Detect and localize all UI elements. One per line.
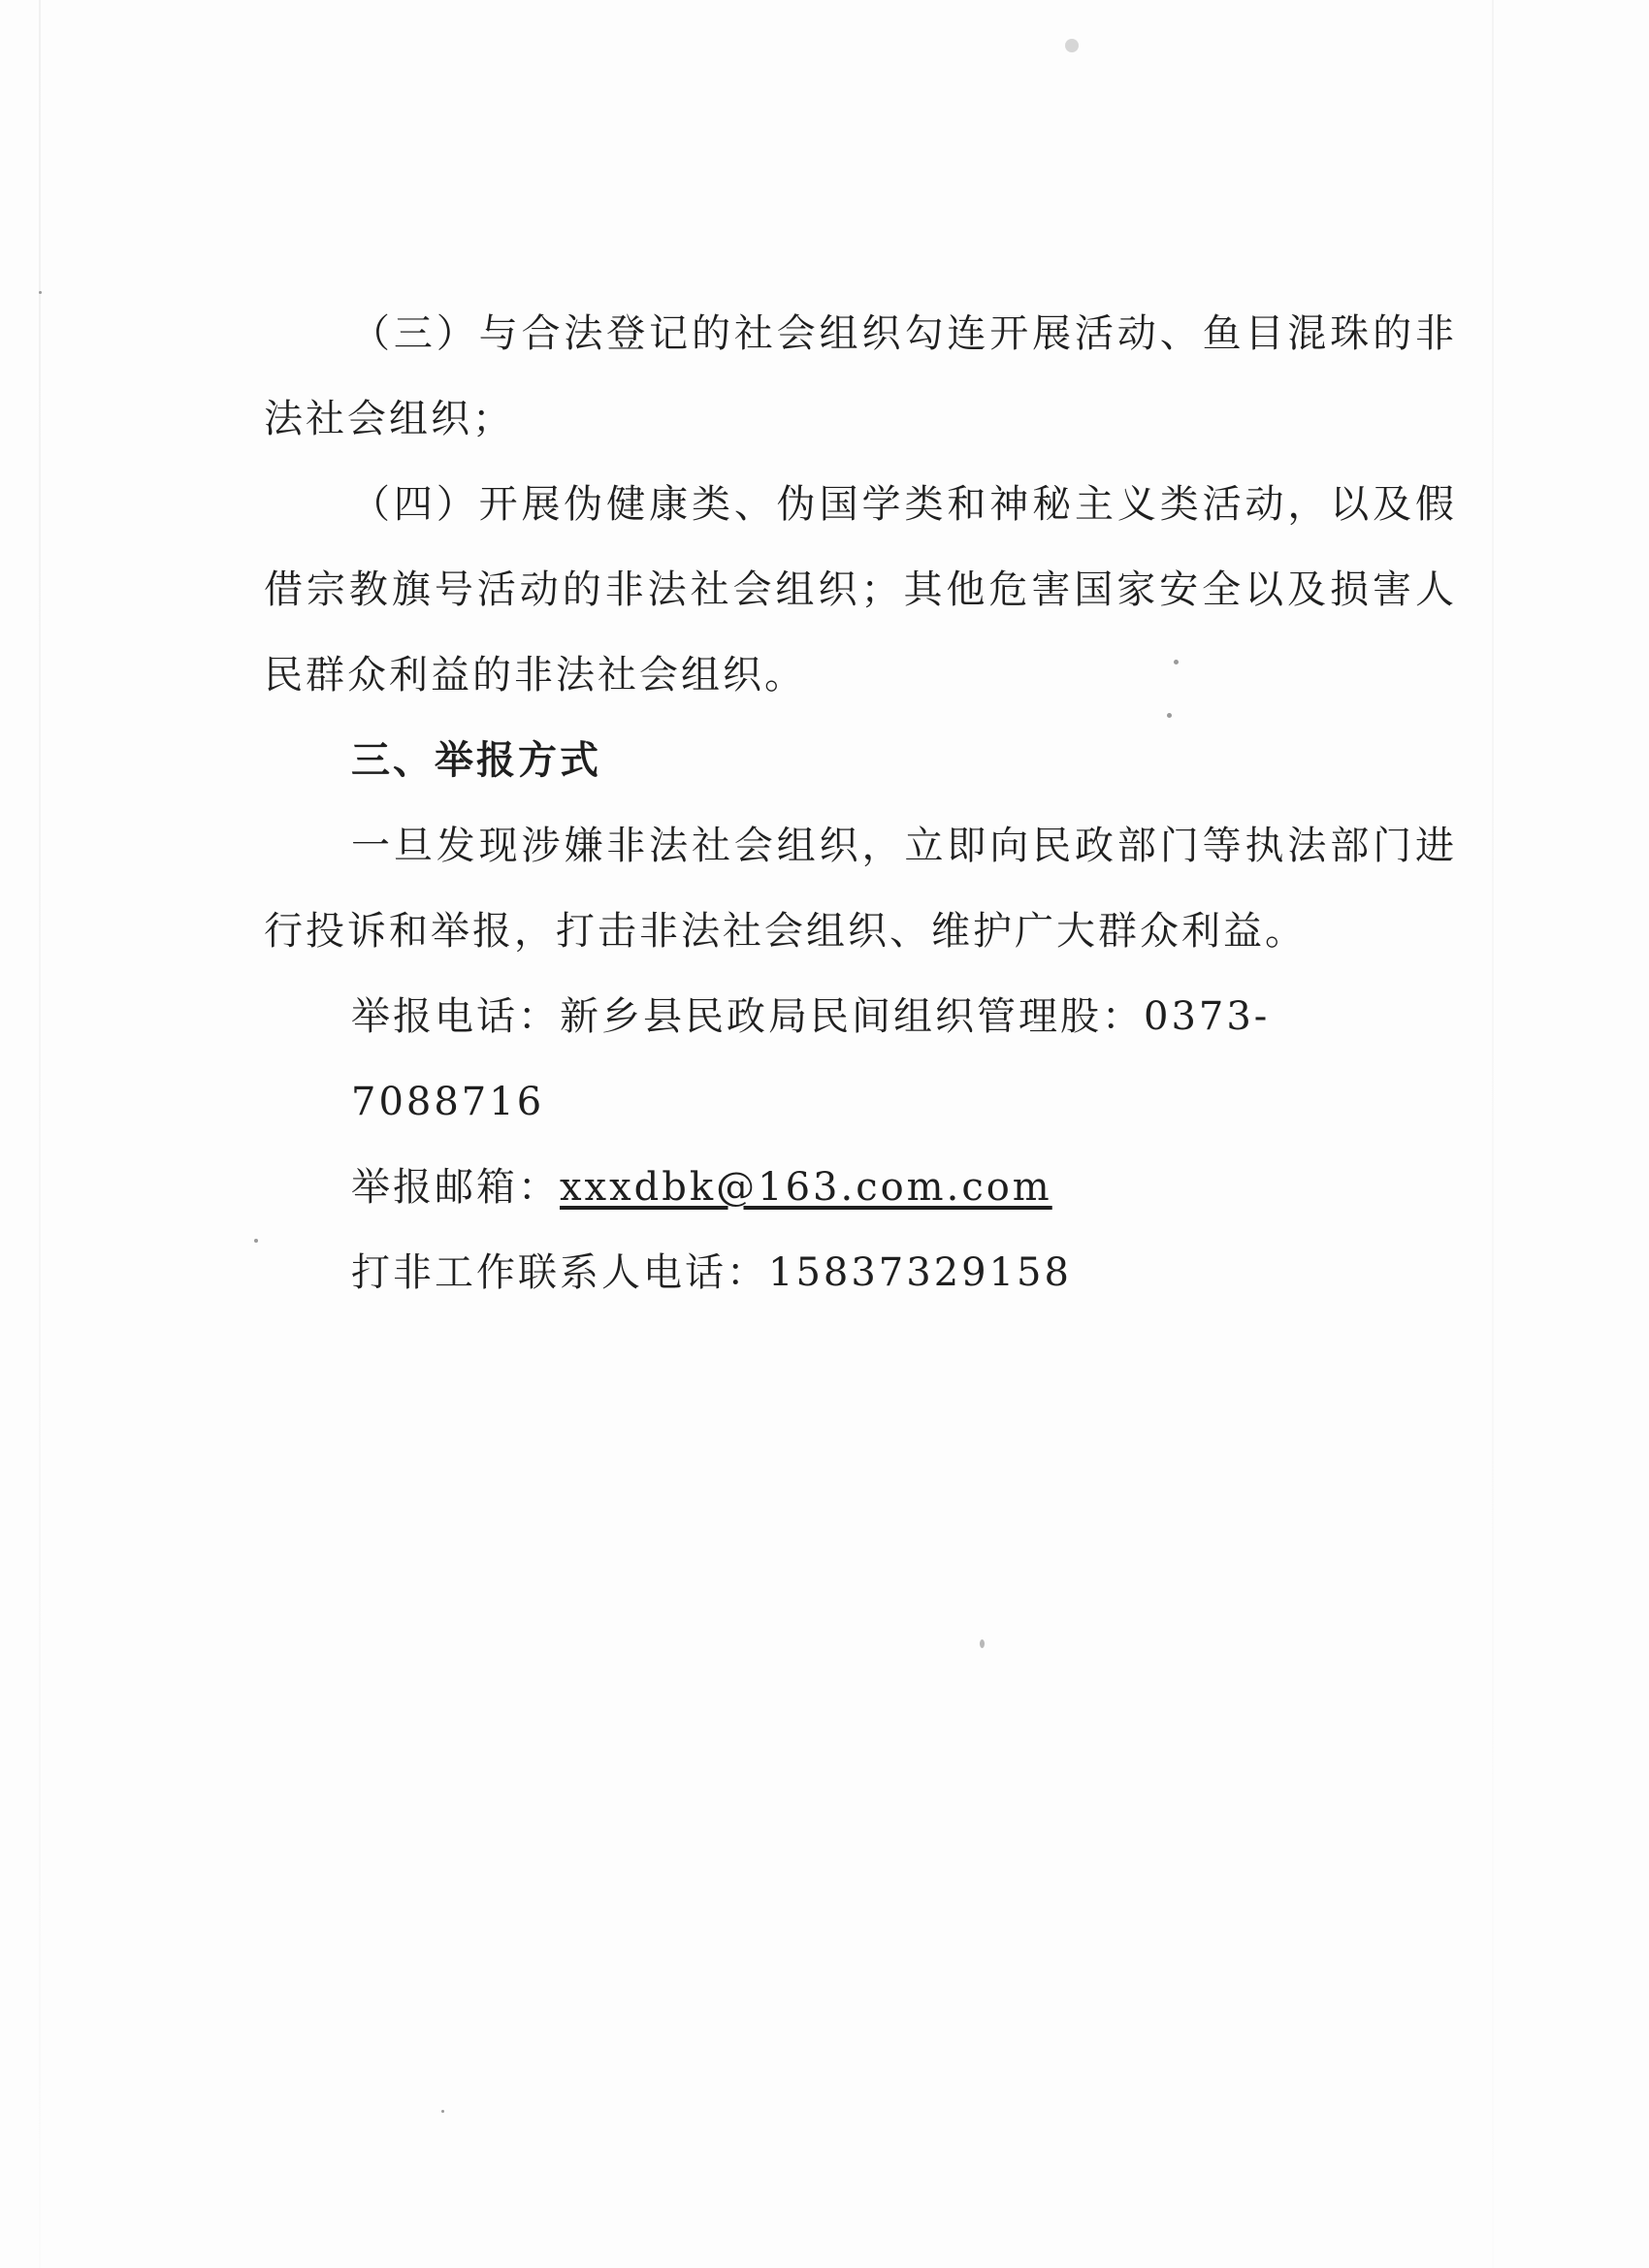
scan-edge-right xyxy=(1492,0,1494,2268)
scan-speck xyxy=(254,1239,258,1243)
document-body xyxy=(264,291,1457,1315)
paragraph-item-3: （三）与合法登记的社会组织勾连开展活动、鱼目混珠的非法社会组织； xyxy=(264,311,1457,441)
report-phone-line xyxy=(264,974,1457,1145)
scan-speck xyxy=(441,2110,444,2113)
contact-phone-value: 15837329158 xyxy=(768,1250,1072,1295)
report-phone-value: 新乡县民政局民间组织管理股：0373-7088716 xyxy=(351,994,1271,1124)
section-heading: 三、举报方式 xyxy=(351,738,601,783)
scan-speck xyxy=(980,1639,985,1648)
scan-speck xyxy=(39,291,42,294)
scan-edge-left xyxy=(39,0,41,2268)
report-email-label: 举报邮箱： xyxy=(351,1165,560,1210)
contact-phone-label: 打非工作联系人电话： xyxy=(351,1250,768,1295)
report-email-line xyxy=(264,1145,1457,1230)
section-body: 一旦发现涉嫌非法社会组织，立即向民政部门等执法部门进行投诉和举报，打击非法社会组织、维护广大群众利益。 xyxy=(264,824,1457,954)
report-email-link[interactable]: xxxdbk@163.com.com xyxy=(560,1165,1052,1210)
report-phone-label: 举报电话： xyxy=(351,994,560,1039)
contact-phone-line xyxy=(264,1230,1457,1315)
scan-speck xyxy=(1065,39,1079,52)
paragraph-item-4: （四）开展伪健康类、伪国学类和神秘主义类活动，以及假借宗教旗号活动的非法社会组织；其他危害国家安全以及损害人民群众利益的非法社会组织。 xyxy=(264,482,1457,697)
